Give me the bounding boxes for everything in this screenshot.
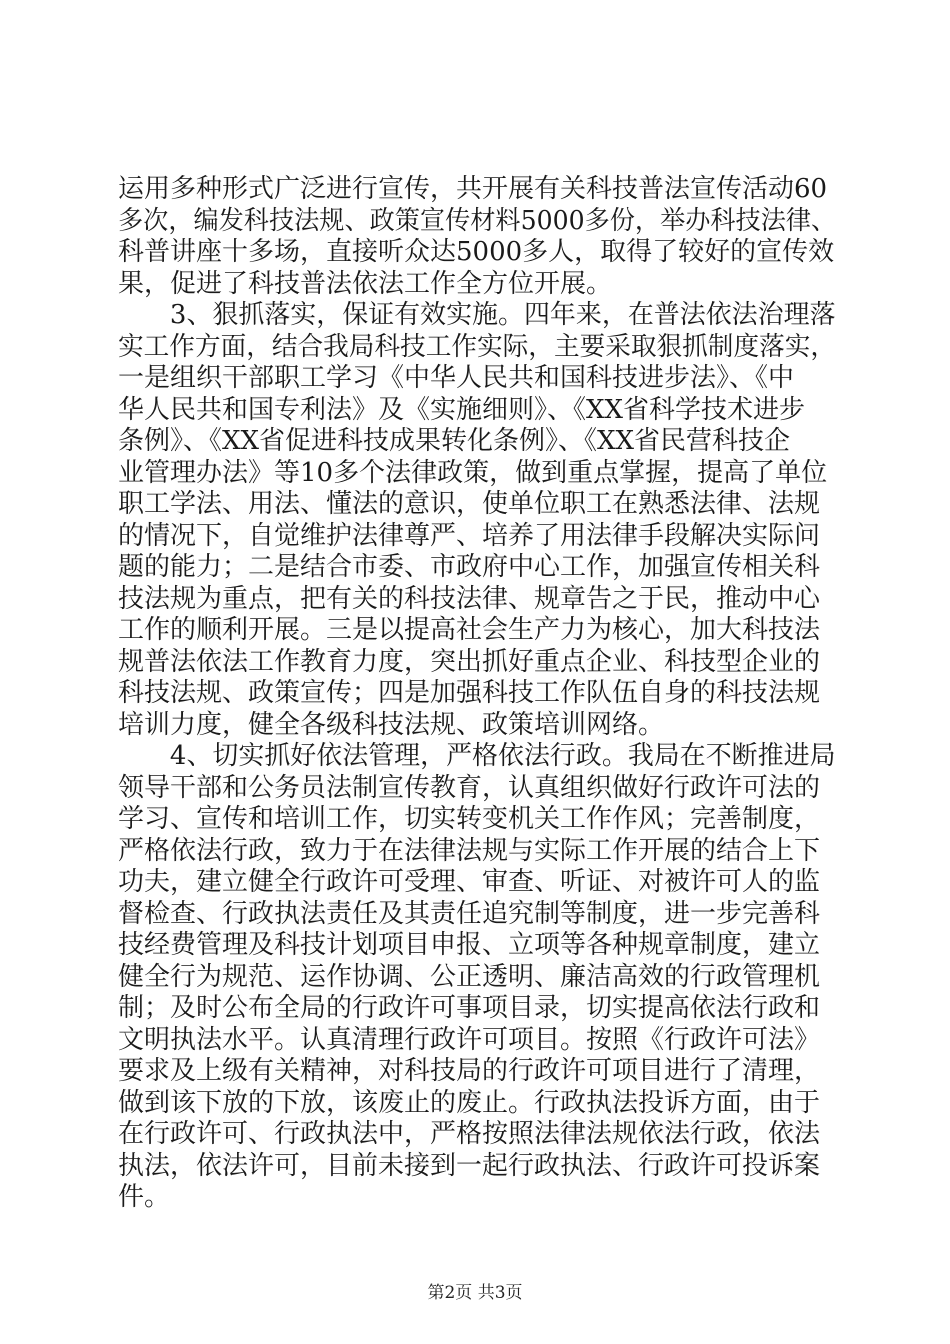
- text-line: 技经费管理及科技计划项目申报、立项等各种规章制度，建立: [118, 930, 821, 960]
- text-line: 职工学法、用法、懂法的意识，使单位职工在熟悉法律、法规: [118, 489, 821, 519]
- text-line: 的情况下，自觉维护法律尊严、培养了用法律手段解决实际问: [118, 520, 821, 551]
- text-line: 华人民共和国专利法》及《实施细则》、《XX省科学技术进步: [118, 394, 806, 425]
- text-line: 工作的顺利开展。三是以提高社会生产力为核心，加大科技法: [118, 615, 821, 645]
- text-line: 业管理办法》等10多个法律政策，做到重点掌握，提高了单位: [118, 457, 828, 488]
- text-line: 文明执法水平。认真清理行政许可项目。按照《行政许可法》: [118, 1024, 821, 1055]
- text-line: 要求及上级有关精神，对科技局的行政许可项目进行了清理，: [118, 1056, 821, 1086]
- text-line: 制；及时公布全局的行政许可事项目录，切实提高依法行政和: [118, 993, 821, 1023]
- text-line: 健全行为规范、运作协调、公正透明、廉洁高效的行政管理机: [118, 961, 821, 992]
- text-line: 领导干部和公务员法制宣传教育，认真组织做好行政许可法的: [118, 772, 821, 803]
- text-line: 条例》、《XX省促进科技成果转化条例》、《XX省民营科技企: [118, 426, 791, 456]
- text-line: 功夫，建立健全行政许可受理、审查、听证、对被许可人的监: [118, 867, 821, 897]
- text-line: 执法，依法许可，目前未接到一起行政执法、行政许可投诉案: [118, 1150, 821, 1181]
- body-text: [118, 174, 836, 1214]
- text-line: 督检查、行政执法责任及其责任追究制等制度，进一步完善科: [118, 898, 821, 929]
- page-footer: 第2页 共3页: [427, 1283, 523, 1303]
- text-line: 学习、宣传和培训工作，切实转变机关工作作风；完善制度，: [118, 804, 821, 834]
- text-line: 果，促进了科技普法依法工作全方位开展。: [118, 268, 613, 299]
- text-line: 科普讲座十多场，直接听众达5000多人，取得了较好的宣传效: [118, 237, 835, 267]
- text-line: 规普法依法工作教育力度，突出抓好重点企业、科技型企业的: [118, 646, 821, 677]
- text-line: 4、切实抓好依法管理，严格依法行政。我局在不断推进局: [118, 741, 836, 771]
- text-line: 技法规为重点，把有关的科技法律、规章告之于民，推动中心: [118, 583, 821, 614]
- text-line: 严格依法行政，致力于在法律法规与实际工作开展的结合上下: [118, 835, 821, 866]
- text-line: 多次，编发科技法规、政策宣传材料5000多份，举办科技法律、: [118, 205, 837, 236]
- text-line: 实工作方面，结合我局科技工作实际，主要采取狠抓制度落实，: [118, 331, 837, 362]
- text-line: 件。: [118, 1182, 171, 1212]
- text-line: 运用多种形式广泛进行宣传，共开展有关科技普法宣传活动60: [118, 174, 828, 204]
- text-line: 培训力度，健全各级科技法规、政策培训网络。: [118, 709, 665, 740]
- text-line: 3、狠抓落实，保证有效实施。四年来，在普法依法治理落: [118, 300, 836, 330]
- text-line: 科技法规、政策宣传；四是加强科技工作队伍自身的科技法规: [118, 678, 821, 708]
- text-line: 在行政许可、行政执法中，严格按照法律法规依法行政，依法: [118, 1119, 821, 1149]
- text-line: 题的能力；二是结合市委、市政府中心工作，加强宣传相关科: [118, 552, 821, 582]
- text-line: 一是组织干部职工学习《中华人民共和国科技进步法》、《中: [118, 363, 795, 393]
- text-line: 做到该下放的下放，该废止的废止。行政执法投诉方面，由于: [118, 1087, 821, 1118]
